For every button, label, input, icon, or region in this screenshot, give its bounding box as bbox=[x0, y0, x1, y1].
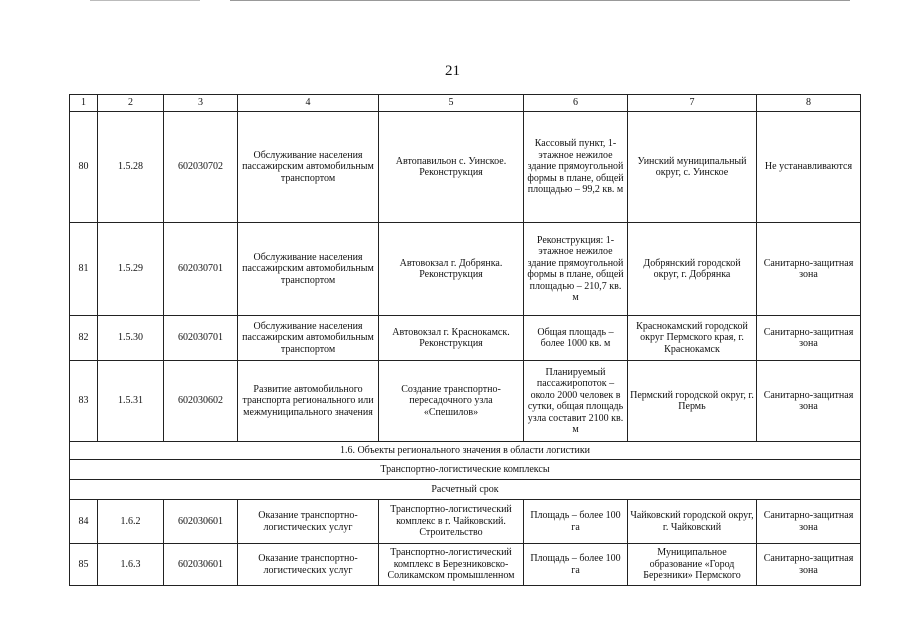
object-code: 1.5.28 bbox=[98, 112, 164, 223]
zone-type: Санитарно-защитная зона bbox=[757, 544, 861, 586]
row-number: 84 bbox=[70, 500, 98, 544]
table-row bbox=[70, 500, 861, 544]
zone-type: Санитарно-защитная зона bbox=[757, 223, 861, 316]
object-characteristics: Общая площадь – более 1000 кв. м bbox=[524, 316, 628, 361]
zone-type: Санитарно-защитная зона bbox=[757, 500, 861, 544]
object-name: Автопавильон с. Уинское. Реконструкция bbox=[379, 112, 524, 223]
object-location: Чайковский городской округ, г. Чайковский bbox=[628, 500, 757, 544]
object-id: 602030701 bbox=[164, 316, 238, 361]
object-code: 1.5.31 bbox=[98, 361, 164, 442]
row-number: 85 bbox=[70, 544, 98, 586]
scan-mark bbox=[90, 0, 200, 1]
object-code: 1.6.2 bbox=[98, 500, 164, 544]
header-cell: 8 bbox=[757, 95, 861, 112]
object-id: 602030602 bbox=[164, 361, 238, 442]
scan-top-line bbox=[230, 0, 850, 1]
object-characteristics: Реконструкция: 1-этажное нежилое здание прямоугольной формы в плане, общей площадью – 210,7 кв. м bbox=[524, 223, 628, 316]
table-row bbox=[70, 112, 861, 223]
header-cell: 3 bbox=[164, 95, 238, 112]
object-code: 1.5.30 bbox=[98, 316, 164, 361]
subsection-row bbox=[70, 460, 861, 480]
header-cell: 2 bbox=[98, 95, 164, 112]
subsection-title: Транспортно-логистические комплексы bbox=[70, 460, 861, 480]
header-row bbox=[70, 95, 861, 112]
object-location: Пермский городской округ, г. Пермь bbox=[628, 361, 757, 442]
header-cell: 1 bbox=[70, 95, 98, 112]
zone-type: Санитарно-защитная зона bbox=[757, 316, 861, 361]
section-title: 1.6. Объекты регионального значения в области логистики bbox=[70, 442, 861, 460]
object-purpose: Обслуживание населения пассажирским автомобильным транспортом bbox=[238, 112, 379, 223]
header-cell: 4 bbox=[238, 95, 379, 112]
object-location: Уинский муниципальный округ, с. Уинское bbox=[628, 112, 757, 223]
object-name: Автовокзал г. Краснокамск. Реконструкция bbox=[379, 316, 524, 361]
page-number: 21 bbox=[445, 63, 460, 79]
object-id: 602030702 bbox=[164, 112, 238, 223]
header-cell: 5 bbox=[379, 95, 524, 112]
term-row bbox=[70, 480, 861, 500]
object-purpose: Обслуживание населения пассажирским автомобильным транспортом bbox=[238, 223, 379, 316]
object-purpose: Обслуживание населения пассажирским автомобильным транспортом bbox=[238, 316, 379, 361]
object-id: 602030601 bbox=[164, 500, 238, 544]
object-purpose: Развитие автомобильного транспорта регионального или межмуниципального значения bbox=[238, 361, 379, 442]
header-cell: 6 bbox=[524, 95, 628, 112]
row-number: 82 bbox=[70, 316, 98, 361]
zone-type: Не устанавливаются bbox=[757, 112, 861, 223]
object-name: Транспортно-логистический комплекс в Березниковско-Соликамском промышленном bbox=[379, 544, 524, 586]
row-number: 80 bbox=[70, 112, 98, 223]
table-row bbox=[70, 361, 861, 442]
object-purpose: Оказание транспортно-логистических услуг bbox=[238, 544, 379, 586]
object-id: 602030701 bbox=[164, 223, 238, 316]
object-characteristics: Площадь – более 100 га bbox=[524, 544, 628, 586]
object-characteristics: Кассовый пункт, 1-этажное нежилое здание прямоугольной формы в плане, общей площадью – 99,2 кв. м bbox=[524, 112, 628, 223]
zone-type: Санитарно-защитная зона bbox=[757, 361, 861, 442]
object-purpose: Оказание транспортно-логистических услуг bbox=[238, 500, 379, 544]
object-name: Создание транспортно-пересадочного узла «Спешилов» bbox=[379, 361, 524, 442]
table-row bbox=[70, 223, 861, 316]
table-row bbox=[70, 316, 861, 361]
object-location: Краснокамский городской округ Пермского края, г. Краснокамск bbox=[628, 316, 757, 361]
table-row bbox=[70, 544, 861, 586]
object-code: 1.5.29 bbox=[98, 223, 164, 316]
term-title: Расчетный срок bbox=[70, 480, 861, 500]
object-characteristics: Планируемый пассажиропоток – около 2000 человек в сутки, общая площадь узла составит 2100 кв. м bbox=[524, 361, 628, 442]
planning-table bbox=[69, 94, 861, 586]
object-location: Добрянский городской округ, г. Добрянка bbox=[628, 223, 757, 316]
section-row bbox=[70, 442, 861, 460]
object-name: Автовокзал г. Добрянка. Реконструкция bbox=[379, 223, 524, 316]
object-location: Муниципальное образование «Город Березники» Пермского bbox=[628, 544, 757, 586]
header-cell: 7 bbox=[628, 95, 757, 112]
row-number: 81 bbox=[70, 223, 98, 316]
row-number: 83 bbox=[70, 361, 98, 442]
object-id: 602030601 bbox=[164, 544, 238, 586]
object-code: 1.6.3 bbox=[98, 544, 164, 586]
object-characteristics: Площадь – более 100 га bbox=[524, 500, 628, 544]
object-name: Транспортно-логистический комплекс в г. Чайковский. Строительство bbox=[379, 500, 524, 544]
